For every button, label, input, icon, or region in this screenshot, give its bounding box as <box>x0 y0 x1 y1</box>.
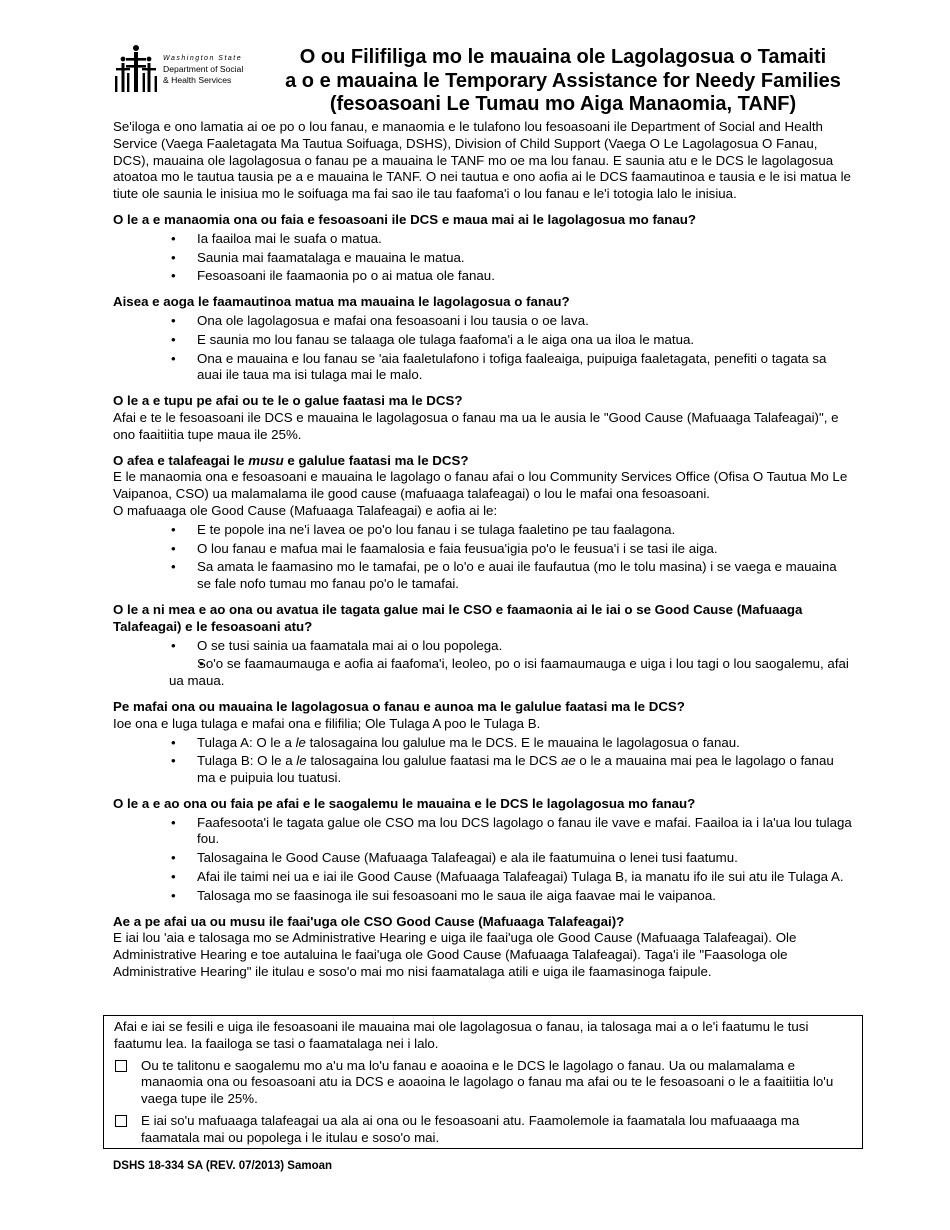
section-text: Ioe ona e luga tulaga e mafai ona e filifilia; Ole Tulaga A poo le Tulaga B. <box>113 715 541 731</box>
text-part: talosagaina lou galulue ma le DCS. E le mauaina le lagolagosua o fanau. <box>305 734 740 750</box>
bullet-list <box>113 231 853 285</box>
list-item: • So'o se faamaumauga e aofia ai faafoma'i, leoleo, po o isi faamaumauga e uiga i lou tagi o lou saogalemu, afai ua maua. <box>113 656 853 690</box>
list-item: • E te popole ina ne'i lavea oe po'o lou fanau i se tulaga faaletino pe tau faalagona. <box>113 522 853 539</box>
selection-box <box>103 1015 863 1149</box>
text-part: Tulaga A: O le a <box>197 734 296 750</box>
form-number: DSHS 18-334 SA (REV. 07/2013) Samoan <box>113 1160 333 1172</box>
bullet-list <box>113 735 853 787</box>
title-line-3: (fesoasoani Le Tumau mo Aiga Manaomia, TANF) <box>329 93 797 115</box>
list-item: • E saunia mo lou fanau se talaaga ole tulaga faafoma'i a le aiga ona ua iloa le matua. <box>113 332 853 349</box>
title-line-2: a o e mauaina le Temporary Assistance for Needy Families <box>285 69 841 92</box>
option-row-2 <box>114 1113 852 1147</box>
section-heading: O le a e ao ona ou faia pe afai e le saogalemu le mauaina e le DCS le lagolagosua mo fanau? <box>113 795 696 811</box>
document-body <box>113 119 853 981</box>
section-heading <box>113 453 853 470</box>
list-item: • Sa amata le faamasino mo le tamafai, pe o lo'o e auai ile faufautua (mo le tolu masina) i se vaega e mauaina se fale nofo tumau mo fanau po'o le tamafai. <box>113 559 853 593</box>
logo-line-1: Department of Social <box>163 64 244 74</box>
list-item: • Talosagaina le Good Cause (Mafuaaga Talafeagai) e ala ile faatumuina o lenei tusi faatumu. <box>113 850 853 867</box>
option-2-label: E iai so'u mafuaaga talafeagai ua ala ai ona ou le fesoasoani atu. Faamolemole ia faamatala lou mafuaaaga ma faamatala mai ou popolega i le itulau e soso'o mai. <box>141 1112 800 1145</box>
section-text: E le manaomia ona e fesoasoani e mauaina le lagolago o fanau afai o lou Community Services Office (Ofisa O Tautua Mo Le Vaipanoa, CSO) ua malamalama ile good cause (mafuaaga talafeagai) o lou le mafai ona fesoasoani. <box>113 469 848 502</box>
section-heading: O le a e manaomia ona ou faia e fesoasoani ile DCS e maua mai ai le lagolagosua mo fanau? <box>113 211 697 227</box>
logo-text <box>163 53 243 86</box>
list-item: • Talosaga mo se faasinoga ile sui fesoasoani mo le saua ile aiga faavae mai le vaipanoa. <box>113 888 853 905</box>
text-emphasis: le <box>295 734 306 750</box>
list-item <box>113 735 853 752</box>
section-text: O mafuaaga ole Good Cause (Mafuaaga Talafeagai) e aofia ai le: <box>113 502 498 518</box>
box-intro: Afai e iai se fesili e uiga ile fesoasoani ile mauaina mai ole lagolagosua o fanau, ia talosaga mai a o le'i faatumu le tusi faatumu lea. Ia faailoga se tasi o faamatalaga nei i lalo. <box>114 1019 809 1051</box>
bullet-list <box>113 522 853 593</box>
list-item: • Saunia mai faamatalaga e mauaina le matua. <box>113 250 853 267</box>
list-item: • Ia faailoa mai le suafa o matua. <box>113 231 853 248</box>
section-heading: Aisea e aoga le faamautinoa matua ma mauaina le lagolagosua o fanau? <box>113 294 570 310</box>
heading-emphasis: musu <box>248 452 284 468</box>
section-heading: O le a e tupu pe afai ou te le o galue faatasi ma le DCS? <box>113 393 463 409</box>
logo-state: Washington State <box>163 55 243 62</box>
title-line-1: O ou Filifiliga mo le mauaina ole Lagolagosua o Tamaiti <box>299 46 827 68</box>
bullet-list <box>113 638 853 690</box>
page-header <box>113 44 853 116</box>
option-row-1 <box>114 1058 852 1108</box>
text-emphasis: ae <box>560 753 576 769</box>
text-part: o le a mauaina mai pea le lagolago o fanau ma e puipuia lou tuatusi. <box>197 753 834 786</box>
section-heading: O le a ni mea e ao ona ou avatua ile tagata galue mai le CSO e faamaonia ai le iai o se Good Cause (Mafuaaga Talafeagai) e le fesoasoani atu? <box>113 601 803 634</box>
section-text: E iai lou 'aia e talosaga mo se Administrative Hearing e uiga ile faai'uga ole Good Cause (Mafuaaga Talafeagai). Ole Administrative Hearing e toe autaluina le faai'uga ole Good Cause (Mafuaaga Talafeagai). Taga'i ile "Faasologa ole Administrative Hearing" ile itulau e soso'o mai mo nisi faamatalaga atili e uiga ile faamasinoga faipule. <box>113 930 797 980</box>
option-1-label: Ou te talitonu e saogalemu mo a'u ma lo'u fanau e aoaoina e le DCS le lagolago o fanau. Ua ou malamalama e manaomia ona ou fesoasoani atu ia DCS e aoaoina le lagolago o fanau ma afai ou te le fesoasoani o le a faaitiitia lo'u vaega tupe ile 25%. <box>141 1057 834 1107</box>
bullet-list <box>113 313 853 384</box>
option-1-checkbox[interactable] <box>115 1060 127 1072</box>
family-figures-icon <box>113 44 159 94</box>
list-item: • Afai ile taimi nei ua e iai ile Good Cause (Mafuaaga Talafeagai) Tulaga B, ia manatu ifo ile sui atu ile Tulaga A. <box>113 869 853 886</box>
list-item: • Fesoasoani ile faamaonia po o ai matua ole fanau. <box>113 268 853 285</box>
heading-part: e galulue faatasi ma le DCS? <box>283 452 469 468</box>
text-part: talosagaina lou galulue faatasi ma le DCS <box>306 753 561 769</box>
section-text: Afai e te le fesoasoani ile DCS e mauaina le lagolagosua o fanau ma ua le ausia le "Good Cause (Mafuaaga Talafeagai)", e ono faaitiitia tupe maua ile 25%. <box>113 409 839 442</box>
logo-line-2: & Health Services <box>163 75 232 85</box>
list-item: • O se tusi sainia ua faamatala mai ai o lou popolega. <box>113 638 853 655</box>
list-item <box>113 753 853 787</box>
intro-paragraph: Se'iloga e ono lamatia ai oe po o lou fanau, e manaomia e le tulafono lou fesoasoani ile Department of Social and Health Service (Vaega Faaletagata Ma Tautua Soifuaga, DSHS), Division of Child Support (Vaega O Le Lagolagosua O Fanau, DCS), mauaina ole lagolagosua o fanau pe a mauaina le TANF mo oe ma lou fanau. E saunia atu e le DCS le lagolagosua atoatoa mo le tautua tausia pe a e mauaina le TANF. O nei tautua e ono aofia ai le DCS faamautinoa e tausia e le isi matua le tiute ole saunia le inisiua mo le soifuaga ma fai sao ile tau faafoma'i o lou fanau e le'i totogia lalo le inisiua. <box>113 119 851 202</box>
list-item: • Faafesoota'i le tagata galue ole CSO ma lou DCS lagolago o fanau ile vave e mafai. Faailoa ia i la'ua lou tulaga fou. <box>113 815 853 849</box>
dshs-logo <box>113 44 253 96</box>
bullet-list <box>113 815 853 905</box>
section-heading: Ae a pe afai ua ou musu ile faai'uga ole CSO Good Cause (Mafuaaga Talafeagai)? <box>113 913 625 929</box>
list-item: • Ona e mauaina e lou fanau se 'aia faaletulafono i tofiga faaleaiga, puipuiga faaletagata, penefiti o tagata sa auai ile taua ma isi tulaga mai le malo. <box>113 351 853 385</box>
text-part: Tulaga B: O le a <box>197 753 297 769</box>
page-title <box>263 46 863 117</box>
heading-part: O afea e talafeagai le <box>113 452 249 468</box>
option-2-checkbox[interactable] <box>115 1115 127 1127</box>
text-emphasis: le <box>296 753 307 769</box>
list-item: • O lou fanau e mafua mai le faamalosia e faia feusua'igia po'o le feusua'i i se tasi ile aiga. <box>113 541 853 558</box>
list-item: • Ona ole lagolagosua e mafai ona fesoasoani i lou tausia o oe lava. <box>113 313 853 330</box>
section-heading: Pe mafai ona ou mauaina le lagolagosua o fanau e aunoa ma le galulue faatasi ma le DCS? <box>113 698 685 714</box>
